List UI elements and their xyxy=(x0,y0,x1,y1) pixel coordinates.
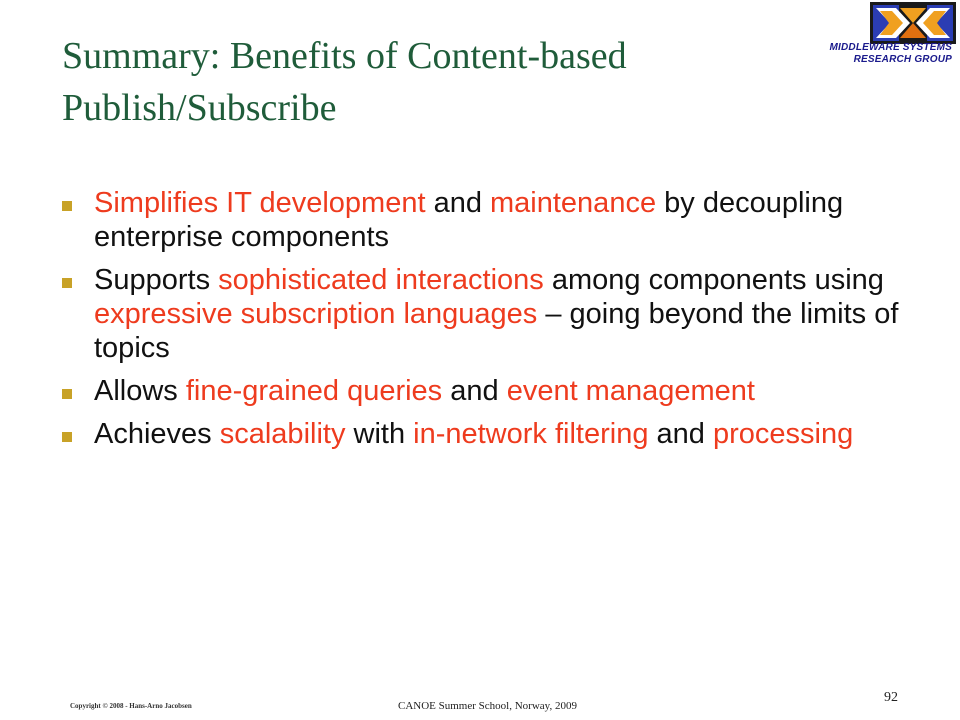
highlighted-text: event management xyxy=(506,375,755,407)
highlighted-text: processing xyxy=(712,418,854,450)
logo-line-2: RESEARCH GROUP xyxy=(853,54,952,65)
highlighted-text: fine-grained queries xyxy=(185,375,443,407)
highlighted-text: scalability xyxy=(219,418,346,450)
highlighted-text: expressive subscription languages xyxy=(94,298,538,330)
square-bullet-icon xyxy=(62,201,72,211)
highlighted-text: sophisticated interactions xyxy=(218,264,544,296)
bullet-text: and xyxy=(425,187,491,219)
bullet-list xyxy=(62,186,922,460)
slide-title xyxy=(62,30,762,134)
square-bullet-icon xyxy=(62,432,72,442)
bullet-text: and xyxy=(442,375,507,407)
bullet-text: Supports xyxy=(94,264,219,296)
bullet-text: and xyxy=(648,418,713,450)
bullet-text: by decoupling enterprise components xyxy=(94,187,844,253)
square-bullet-icon xyxy=(62,389,72,399)
highlighted-text: maintenance xyxy=(490,187,657,219)
bullet-text: – going beyond the limits of topics xyxy=(94,298,899,364)
logo-caption xyxy=(752,42,952,66)
msrg-logo-icon xyxy=(870,2,956,44)
bullet-item xyxy=(62,417,922,451)
bullet-text: with xyxy=(345,418,414,450)
bullet-item xyxy=(62,186,922,254)
highlighted-text: in-network filtering xyxy=(413,418,649,450)
copyright-note: Copyright © 2008 - Hans-Arno Jacobsen xyxy=(70,702,192,710)
title-line-1: Summary: Benefits of Content-based xyxy=(62,35,627,77)
event-name: CANOE Summer School, Norway, 2009 xyxy=(398,700,577,712)
bullet-text: among components using xyxy=(543,264,884,296)
square-bullet-icon xyxy=(62,278,72,288)
bullet-item xyxy=(62,263,922,365)
page-number: 92 xyxy=(884,690,898,705)
bullet-text: Achieves xyxy=(94,418,220,450)
bullet-text: Allows xyxy=(94,375,186,407)
logo-line-1: MIDDLEWARE SYSTEMS xyxy=(829,42,952,53)
bullet-item xyxy=(62,374,922,408)
highlighted-text: Simplifies IT development xyxy=(94,187,426,219)
title-line-2: Publish/Subscribe xyxy=(62,87,337,129)
